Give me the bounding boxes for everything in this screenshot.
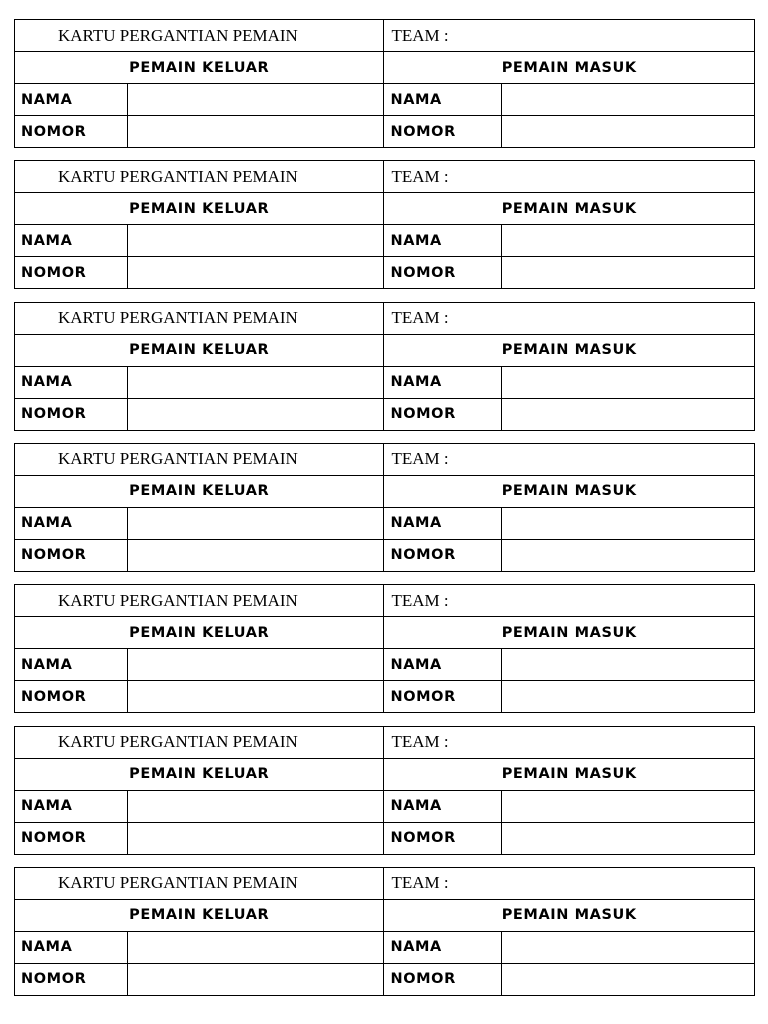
player-out-number-label: NOMOR <box>15 681 128 713</box>
substitution-card-7 <box>14 867 755 996</box>
card-title-row <box>15 161 755 193</box>
player-out-number-field[interactable] <box>128 116 384 148</box>
player-out-number-label: NOMOR <box>15 963 128 995</box>
player-out-header: PEMAIN KELUAR <box>15 52 384 84</box>
player-out-header: PEMAIN KELUAR <box>15 899 384 931</box>
player-out-header: PEMAIN KELUAR <box>15 193 384 225</box>
team-label: TEAM : <box>384 726 755 758</box>
player-in-name-field[interactable] <box>501 649 754 681</box>
substitution-card-6 <box>14 726 755 855</box>
player-in-name-label: NAMA <box>384 649 501 681</box>
number-row <box>15 539 755 571</box>
player-in-number-field[interactable] <box>501 681 754 713</box>
substitution-card-4 <box>14 443 755 572</box>
player-in-header: PEMAIN MASUK <box>384 899 755 931</box>
player-in-number-label: NOMOR <box>384 822 501 854</box>
name-row <box>15 649 755 681</box>
number-row <box>15 963 755 995</box>
card-header-row <box>15 758 755 790</box>
card-title: KARTU PERGANTIAN PEMAIN <box>15 161 384 193</box>
player-out-name-field[interactable] <box>128 931 384 963</box>
card-title: KARTU PERGANTIAN PEMAIN <box>15 585 384 617</box>
substitution-card-5 <box>14 584 755 713</box>
player-out-name-label: NAMA <box>15 931 128 963</box>
player-in-name-label: NAMA <box>384 931 501 963</box>
team-label: TEAM : <box>384 585 755 617</box>
player-out-name-field[interactable] <box>128 84 384 116</box>
card-title: KARTU PERGANTIAN PEMAIN <box>15 867 384 899</box>
card-header-row <box>15 52 755 84</box>
player-out-name-field[interactable] <box>128 225 384 257</box>
team-label: TEAM : <box>384 443 755 475</box>
player-in-name-field[interactable] <box>501 84 754 116</box>
player-out-number-field[interactable] <box>128 681 384 713</box>
player-out-name-field[interactable] <box>128 366 384 398</box>
card-title: KARTU PERGANTIAN PEMAIN <box>15 20 384 52</box>
player-out-name-label: NAMA <box>15 366 128 398</box>
team-label: TEAM : <box>384 302 755 334</box>
player-in-name-label: NAMA <box>384 366 501 398</box>
player-out-name-label: NAMA <box>15 507 128 539</box>
card-header-row <box>15 899 755 931</box>
player-in-number-field[interactable] <box>501 398 754 430</box>
number-row <box>15 681 755 713</box>
player-in-number-label: NOMOR <box>384 681 501 713</box>
player-out-number-field[interactable] <box>128 822 384 854</box>
player-in-header: PEMAIN MASUK <box>384 758 755 790</box>
player-in-number-label: NOMOR <box>384 257 501 289</box>
name-row <box>15 366 755 398</box>
card-title-row <box>15 302 755 334</box>
player-in-header: PEMAIN MASUK <box>384 475 755 507</box>
player-in-name-label: NAMA <box>384 507 501 539</box>
player-out-header: PEMAIN KELUAR <box>15 758 384 790</box>
player-out-number-field[interactable] <box>128 257 384 289</box>
card-header-row <box>15 193 755 225</box>
substitution-card-2 <box>14 160 755 289</box>
player-out-number-label: NOMOR <box>15 257 128 289</box>
player-in-header: PEMAIN MASUK <box>384 334 755 366</box>
player-in-number-label: NOMOR <box>384 398 501 430</box>
player-out-number-label: NOMOR <box>15 116 128 148</box>
player-in-number-label: NOMOR <box>384 116 501 148</box>
name-row <box>15 84 755 116</box>
card-title-row <box>15 726 755 758</box>
name-row <box>15 225 755 257</box>
card-header-row <box>15 617 755 649</box>
player-out-name-label: NAMA <box>15 84 128 116</box>
team-label: TEAM : <box>384 161 755 193</box>
player-in-header: PEMAIN MASUK <box>384 193 755 225</box>
name-row <box>15 931 755 963</box>
name-row <box>15 507 755 539</box>
player-in-name-field[interactable] <box>501 366 754 398</box>
card-title-row <box>15 585 755 617</box>
player-in-number-label: NOMOR <box>384 539 501 571</box>
card-title-row <box>15 20 755 52</box>
player-out-number-field[interactable] <box>128 539 384 571</box>
player-in-number-label: NOMOR <box>384 963 501 995</box>
player-out-name-field[interactable] <box>128 507 384 539</box>
player-out-number-field[interactable] <box>128 398 384 430</box>
number-row <box>15 116 755 148</box>
player-out-name-field[interactable] <box>128 790 384 822</box>
player-in-number-field[interactable] <box>501 539 754 571</box>
player-out-name-label: NAMA <box>15 225 128 257</box>
team-label: TEAM : <box>384 867 755 899</box>
player-in-number-field[interactable] <box>501 963 754 995</box>
number-row <box>15 822 755 854</box>
player-in-name-field[interactable] <box>501 931 754 963</box>
card-title: KARTU PERGANTIAN PEMAIN <box>15 302 384 334</box>
player-in-name-label: NAMA <box>384 790 501 822</box>
number-row <box>15 257 755 289</box>
player-in-number-field[interactable] <box>501 822 754 854</box>
name-row <box>15 790 755 822</box>
number-row <box>15 398 755 430</box>
card-header-row <box>15 475 755 507</box>
player-out-number-field[interactable] <box>128 963 384 995</box>
player-out-name-field[interactable] <box>128 649 384 681</box>
player-out-name-label: NAMA <box>15 790 128 822</box>
card-title-row <box>15 443 755 475</box>
player-in-name-field[interactable] <box>501 225 754 257</box>
player-out-number-label: NOMOR <box>15 822 128 854</box>
card-title: KARTU PERGANTIAN PEMAIN <box>15 726 384 758</box>
substitution-card-1 <box>14 19 755 148</box>
player-out-name-label: NAMA <box>15 649 128 681</box>
player-out-header: PEMAIN KELUAR <box>15 334 384 366</box>
player-in-header: PEMAIN MASUK <box>384 52 755 84</box>
player-in-number-field[interactable] <box>501 116 754 148</box>
player-in-header: PEMAIN MASUK <box>384 617 755 649</box>
card-header-row <box>15 334 755 366</box>
player-in-name-field[interactable] <box>501 790 754 822</box>
player-out-number-label: NOMOR <box>15 398 128 430</box>
card-title-row <box>15 867 755 899</box>
player-in-name-field[interactable] <box>501 507 754 539</box>
player-out-number-label: NOMOR <box>15 539 128 571</box>
team-label: TEAM : <box>384 20 755 52</box>
player-out-header: PEMAIN KELUAR <box>15 475 384 507</box>
substitution-card-3 <box>14 302 755 431</box>
player-out-header: PEMAIN KELUAR <box>15 617 384 649</box>
card-title: KARTU PERGANTIAN PEMAIN <box>15 443 384 475</box>
player-in-name-label: NAMA <box>384 225 501 257</box>
player-in-name-label: NAMA <box>384 84 501 116</box>
player-in-number-field[interactable] <box>501 257 754 289</box>
